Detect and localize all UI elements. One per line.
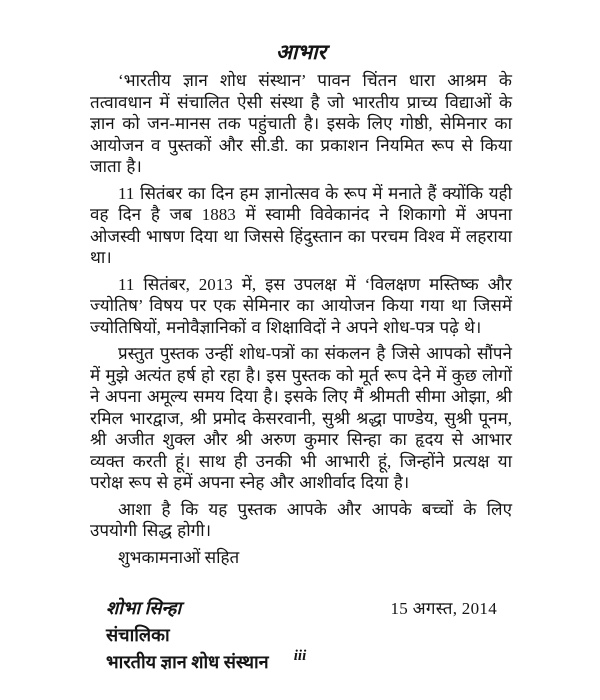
paragraph-hope: आशा है कि यह पुस्तक आपके और आपके बच्चों के लिए उपयोगी सिद्ध होगी।: [90, 499, 512, 540]
paragraph-seminar-2013: 11 सितंबर, 2013 में, इस उपलक्ष में ‘विलक्षण मस्तिष्क और ज्योतिष’ विषय पर एक सेमिनार का आयोजन किया गया था जिसमें ज्योतिषियों, मनोवैज्ञानिकों व शिक्षाविदों ने अपने शोध-पत्र पढ़े थे।: [90, 274, 512, 337]
signature-organization: भारतीय ज्ञान शोध संस्थान: [106, 652, 269, 672]
page-number: iii: [293, 648, 307, 664]
paragraph-gyanotsav: 11 सितंबर का दिन हम ज्ञानोत्सव के रूप में मनाते हैं क्योंकि यही वह दिन है जब 1883 में स्वामी विवेकानंद ने शिकागो में अपना ओजस्वी भाषण दिया था जिससे हिंदुस्तान का परचम विश्व में लहराया था।: [90, 183, 512, 267]
signature-date: 15 अगस्त, 2014: [390, 599, 497, 618]
page-title: आभार: [275, 40, 327, 64]
signature-name: शोभा सिन्हा: [106, 598, 182, 618]
paragraph-institution-intro: ‘भारतीय ज्ञान शोध संस्थान’ पावन चिंतन धारा आश्रम के तत्वावधान में संचालित ऐसी संस्था है जो भारतीय प्राच्य विद्याओं के ज्ञान को जन-मानस तक पहुंचाती है। इसके लिए गोष्ठी, सेमिनार का आयोजन व पुस्तकों और सी.डी. का प्रकाशन नियमित रूप से किया जाता है।: [90, 71, 512, 176]
closing-line: शुभकामनाओं सहित: [118, 547, 240, 567]
paragraph-thanks: प्रस्तुत पुस्तक उन्हीं शोध-पत्रों का संकलन है जिसे आपको सौंपने में मुझे अत्यंत हर्ष हो रहा है। इस पुस्तक को मूर्त रूप देने में कुछ लोगों ने अपना अमूल्य समय दिया है। इसके लिए मैं श्रीमती सीमा ओझा, श्री रमिल भारद्वाज, श्री प्रमोद केसरवानी, सुश्री श्रद्धा पाण्डेय, सुश्री पूनम, श्री अजीत शुक्ल और श्री अरुण कुमार सिन्हा का हृदय से आभार व्यक्त करती हूं। साथ ही उनकी भी आभारी हूं, जिन्होंने प्रत्यक्ष या परोक्ष रूप से हमें अपना स्नेह और आशीर्वाद दिया है।: [90, 344, 512, 492]
signature-row: [106, 595, 512, 622]
signature-designation: संचालिका: [106, 625, 170, 645]
